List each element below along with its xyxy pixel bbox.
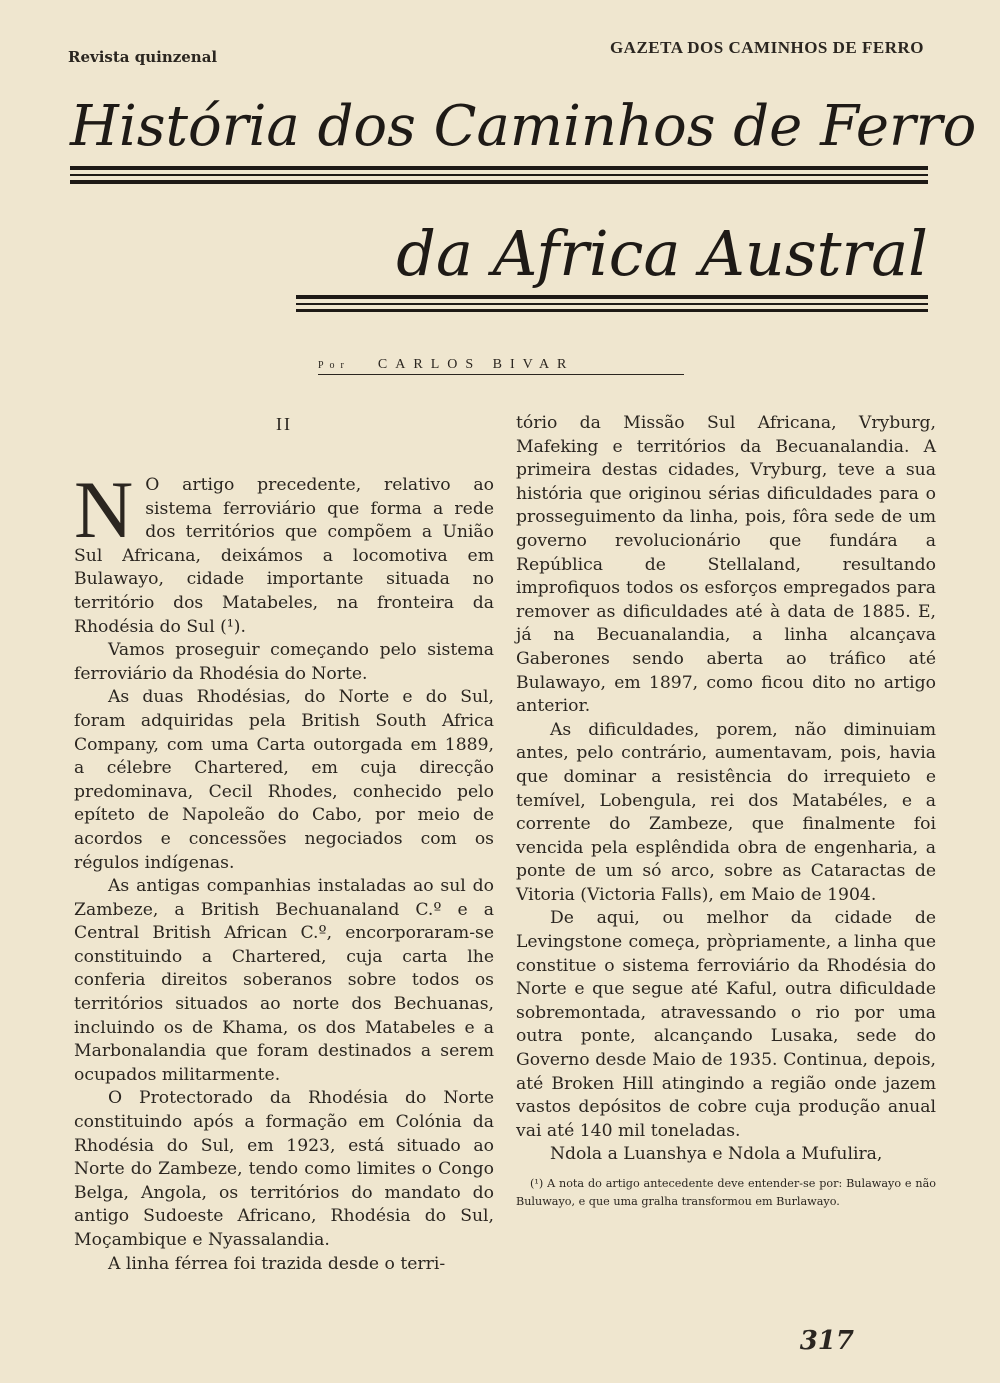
paragraph: O Protectorado da Rhodésia do Norte constituindo após a formação em Colónia da Rhodésia do Sul, em 1923, está situado ao Norte do Zambeze, tendo como limites o Congo Belga, Angola, os territórios do mandato do antigo Sudoeste Africano, Rhodésia do Sul, Moçambique e Nyassalandia. [74, 1088, 494, 1250]
paragraph-continuation: tório da Missão Sul Africana, Vryburg, Mafeking e territórios da Becuanalandia. A primeira destas cidades, Vryburg, teve a sua história que originou sérias dificuldades para o prosseguimento da linha, pois, fôra sede de um governo revolucionário que fundára a República de Stellaland, resultando improfiquos todos os esforços empregados para remover as dificuldades até à data de 1885. E, já na Becuanalandia, a linha alcançava Gaberones sendo aberta ao tráfico até Bulawayo, em 1897, como ficou dito no artigo anterior. [516, 413, 936, 717]
title-rule-1-bottom [70, 180, 928, 184]
running-head-right: GAZETA DOS CAMINHOS DE FERRO [609, 38, 924, 57]
byline [318, 357, 684, 375]
section-number: II [276, 414, 292, 434]
title-rule-2-bottom [296, 309, 928, 312]
right-column [516, 412, 936, 1211]
paragraph: De aqui, ou melhor da cidade de Levingstone começa, pròpriamente, a linha que constitue o sistema ferroviário da Rhodésia do Norte e que segue até Kaful, outra dificuldade sobremontada, atravessando o rio por uma outra ponte, alcançando Lusaka, sede do Governo desde Maio de 1935. Continua, depois, até Broken Hill atingindo a região onde jazem vastos depósitos de cobre cuja produção anual vai até 140 mil toneladas. [516, 908, 936, 1141]
byline-author: CARLOS BIVAR [377, 357, 575, 372]
paragraph: As antigas companhias instaladas ao sul do Zambeze, a British Bechuanaland C.º e a Central British African C.º, encorporaram-se constituindo a Chartered, cuja carta lhe conferia direitos soberanos sobre todos os territórios situados ao norte dos Bechuanas, incluindo os de Khama, os dos Matabeles e a Marbonalandia que foram destinados a serem ocupados militarmente. [74, 876, 494, 1085]
paragraph: As dificuldades, porem, não diminuiam antes, pelo contrário, aumentavam, pois, havia que dominar a resistência do irrequieto e temível, Lobengula, rei dos Matabéles, e a corrente do Zambeze, que finalmente foi vencida pela esplêndida obra de engenharia, a ponte de um só arco, sobre as Cataractas de Vitoria (Victoria Falls), em Maio de 1904. [516, 719, 936, 905]
paragraph-text: O artigo precedente, relativo ao sistema ferroviário que forma a rede dos territórios que compõem a União Sul Africana, deixámos a locomotiva em Bulawayo, cidade importante situada no território dos Matabeles, na fronteira da Rhodésia do Sul (¹). [74, 475, 494, 637]
title-rule-2-thin [296, 303, 928, 305]
paragraph: Ndola a Luanshya e Ndola a Mufulira, [550, 1144, 883, 1165]
paragraph: As duas Rhodésias, do Norte e do Sul, foram adquiridas pela British South Africa Company, com uma Carta outorgada em 1889, a célebre Chartered, em cuja direcção predominava, Cecil Rhodes, conhecido pelo epíteto de Napoleão do Cabo, por meio de acordos e concessões negociados com os régulos indígenas. [74, 687, 494, 873]
left-column [74, 412, 494, 1276]
article-title-line-2: da Africa Austral [396, 217, 928, 290]
title-rule-2-thick [296, 295, 928, 299]
page-number: 317 [799, 1326, 854, 1356]
article-title-line-1: História dos Caminhos de Ferro [70, 94, 977, 159]
footnote: (¹) A nota do artigo antecedente deve entender-se por: Bulawayo e não Buluwayo, e que uma gralha transformou em Burlawayo. [516, 1177, 936, 1208]
drop-cap: N [74, 464, 134, 555]
paragraph: Vamos proseguir começando pelo sistema ferroviário da Rhodésia do Norte. [74, 640, 494, 684]
byline-por: Por [318, 360, 350, 371]
title-rule-1-thick [70, 166, 928, 170]
paragraph: A linha férrea foi trazida desde o terri- [108, 1253, 446, 1274]
running-head-left: Revista quinzenal [68, 48, 218, 66]
title-rule-1-thin [70, 174, 928, 176]
paragraph [74, 464, 494, 639]
